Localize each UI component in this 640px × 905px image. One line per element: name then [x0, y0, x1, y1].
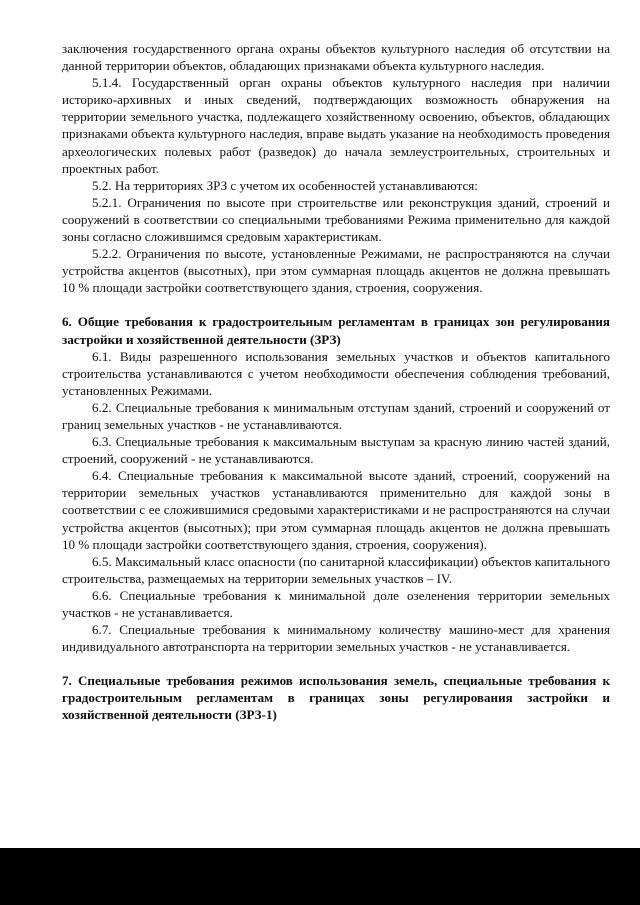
scan-bottom-border: [0, 848, 640, 905]
paragraph-5-2-1: 5.2.1. Ограничения по высоте при строительстве или реконструкция зданий, строений и сооружений в соответствии со специальными требованиями Режима применительно для каждой зоны согласно сложившимся средовым характеристикам.: [62, 194, 610, 245]
paragraph-5-2: 5.2. На территориях ЗРЗ с учетом их особенностей устанавливаются:: [92, 177, 478, 193]
item-6-7: 6.7. Специальные требования к минимальному количеству машино-мест для хранения индивидуального автотранспорта на территории земельных участков - не устанавливается.: [62, 622, 610, 655]
paragraph-continuation: заключения государственного органа охраны объектов культурного наследия об отсутствии на данной территории объектов, обладающих признаками объекта культурного наследия.: [62, 41, 610, 74]
item-6-6: 6.6. Специальные требования к минимальной доле озеленения территории земельных участков - не устанавливается.: [62, 587, 610, 620]
item-6-2: 6.2. Специальные требования к минимальным отступам зданий, строений и сооружений от границ земельных участков - не устанавливаются.: [62, 399, 610, 432]
paragraph-5-2-2: 5.2.2. Ограничения по высоте, установленные Режимами, не распространяются на случаи устройства акцентов (высотных), при этом суммарная площадь акцентов не должна превышать 10 % площади застройки соответствующего здания, строения, сооружения.: [62, 246, 610, 296]
paragraph-5-1-4: 5.1.4. Государственный орган охраны объектов культурного наследия при наличии историко-архивных и иных сведений, подтверждающих возможность обнаружения на территории земельного участка, подлежащего хозяйственному освоению, объектов, обладающих признаками объекта культурного наследия, вправе выдать указание на необходимость проведения археологических полевых работ (разведок) до начала землеустроительных, строительных и проектных работ.: [62, 75, 610, 176]
item-6-3: 6.3. Специальные требования к максимальным выступам за красную линию частей зданий, строений, сооружений - не устанавливаются.: [62, 434, 610, 467]
document-body: [62, 40, 610, 724]
item-6-1: 6.1. Виды разрешенного использования земельных участков и объектов капитального строительства устанавливаются с учетом необходимости обеспечения соблюдения требований, установленных Режимами.: [62, 348, 610, 398]
section-7-heading: 7. Специальные требования режимов использования земель, специальные требования к градостроительным регламентам в границах зоны регулирования застройки и хозяйственной деятельности (ЗРЗ-1): [62, 673, 610, 723]
section-spacer: [62, 655, 610, 672]
item-6-4: 6.4. Специальные требования к максимальной высоте зданий, строений, сооружений на территории земельных участков устанавливаются применительно для каждой зоны в соответствии с ее сложившимися средовыми характеристиками и не распространяются на случаи устройства акцентов (высотных); при этом суммарная площадь акцентов не должна превышать 10 % площади застройки соответствующего здания, строения, сооружения).: [62, 468, 610, 552]
section-spacer: [62, 296, 610, 313]
section-6-heading: 6. Общие требования к градостроительным регламентам в границах зон регулирования застройки и хозяйственной деятельности (ЗРЗ): [62, 314, 610, 347]
item-6-5: 6.5. Максимальный класс опасности (по санитарной классификации) объектов капитального строительства, размещаемых на территории земельных участков – IV.: [62, 553, 610, 586]
